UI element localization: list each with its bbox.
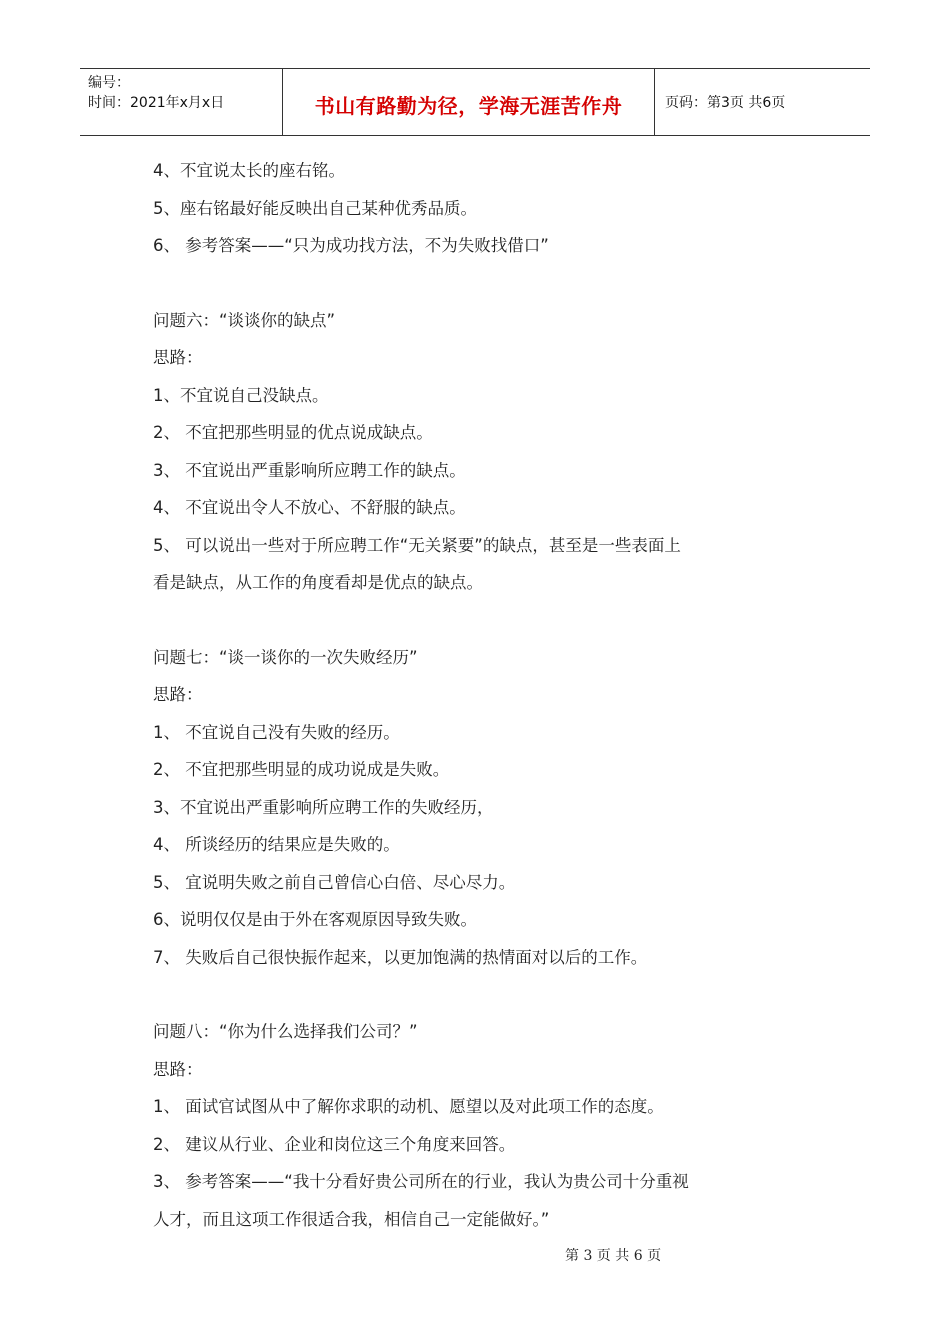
text-line: 问题八：“你为什么选择我们公司？”	[153, 1022, 418, 1041]
text-line: 4、不宜说太长的座右铭。	[153, 161, 345, 180]
text-line: 1、不宜说自己没缺点。	[153, 385, 329, 405]
header-page-cell	[655, 69, 870, 135]
page-footer: 第 3 页 共 6 页	[565, 1248, 662, 1264]
text-line: 5、 可以说出一些对于所应聘工作“无关紧要”的缺点，甚至是一些表面上	[153, 535, 681, 555]
text-line: 思路：	[153, 348, 203, 367]
paragraph-gap	[153, 602, 813, 639]
paragraph-gap	[153, 265, 813, 302]
header-info-cell	[80, 69, 282, 135]
text-line: 问题七：“谈一谈你的一次失败经历”	[153, 647, 418, 667]
text-line: 6、 参考答案——“只为成功找方法，不为失败找借口”	[153, 236, 549, 255]
page-header	[80, 68, 870, 136]
text-line: 思路：	[153, 685, 203, 704]
text-line: 2、 不宜把那些明显的成功说成是失败。	[153, 760, 450, 779]
document-number-label: 编号：	[88, 75, 130, 91]
text-line: 3、不宜说出严重影响所应聘工作的失败经历，	[153, 797, 494, 817]
text-line: 6、说明仅仅是由于外在客观原因导致失败。	[153, 910, 477, 929]
text-line: 7、 失败后自己很快振作起来，以更加饱满的热情面对以后的工作。	[153, 947, 648, 967]
header-motto-cell	[282, 69, 655, 135]
paragraph-gap	[153, 976, 813, 1013]
text-line: 5、 宜说明失败之前自己曾信心白倍、尽心尽力。	[153, 872, 516, 892]
text-line: 5、座右铭最好能反映出自己某种优秀品质。	[153, 198, 477, 218]
text-line: 3、 参考答案——“我十分看好贵公司所在的行业，我认为贵公司十分重视	[153, 1172, 689, 1191]
document-body	[153, 152, 813, 1238]
text-line: 问题六：“谈谈你的缺点”	[153, 310, 336, 330]
text-line: 人才，而且这项工作很适合我，相信自己一定能做好。”	[153, 1209, 550, 1229]
text-line: 1、 面试官试图从中了解你求职的动机、愿望以及对此项工作的态度。	[153, 1097, 664, 1116]
text-line: 1、 不宜说自己没有失败的经历。	[153, 722, 400, 742]
text-line: 4、 所谈经历的结果应是失败的。	[153, 835, 400, 854]
text-line: 看是缺点，从工作的角度看却是优点的缺点。	[153, 573, 483, 592]
text-line: 3、 不宜说出严重影响所应聘工作的缺点。	[153, 460, 466, 480]
document-date-label: 时间：2021年x月x日	[88, 95, 225, 111]
text-line: 2、 建议从行业、企业和岗位这三个角度来回答。	[153, 1134, 516, 1154]
text-line: 2、 不宜把那些明显的优点说成缺点。	[153, 423, 433, 442]
text-line: 思路：	[153, 1059, 203, 1079]
text-line: 4、 不宜说出令人不放心、不舒服的缺点。	[153, 498, 466, 517]
header-page-number: 页码：第3页 共6页	[665, 95, 786, 111]
header-motto: 书山有路勤为径，学海无涯苦作舟	[314, 93, 623, 118]
